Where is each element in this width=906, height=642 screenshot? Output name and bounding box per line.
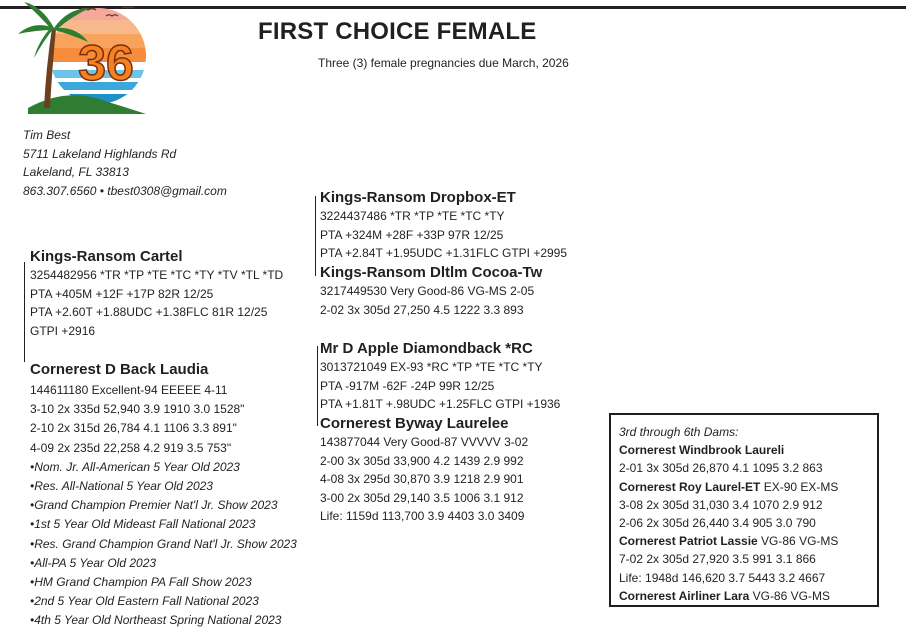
pedigree-bar-top <box>315 196 316 276</box>
sire-line: PTA +2.60T +1.88UDC +1.38FLC 81R 12/25 <box>30 305 268 319</box>
dam-award: •All-PA 5 Year Old 2023 <box>30 555 157 570</box>
maternal-grandsire-line: PTA +1.81T +.98UDC +1.25FLC GTPI +1936 <box>320 397 561 411</box>
dam-award: •4th 5 Year Old Northeast Spring National 2023 <box>30 613 282 628</box>
paternal-granddam-block <box>320 264 542 319</box>
contact-address: 5711 Lakeland Highlands Rd <box>23 146 177 161</box>
contact-city: Lakeland, FL 33813 <box>23 165 129 179</box>
dam-award: •Grand Champion Premier Nat'l Jr. Show 2023 <box>30 498 278 513</box>
page-title: FIRST CHOICE FEMALE <box>258 18 537 45</box>
maternal-granddam-line: 3-00 2x 305d 29,140 3.5 1006 3.1 912 <box>320 490 524 505</box>
maternal-grandsire-line: 3013721049 EX-93 *RC *TP *TE *TC *TY <box>320 360 543 374</box>
dam-line: 3-10 2x 335d 52,940 3.9 1910 3.0 1528" <box>30 402 245 417</box>
pedigree-bar-bottom <box>317 346 318 426</box>
dam4-class: EX-90 EX-MS <box>760 479 839 494</box>
maternal-grandsire-block <box>320 340 560 414</box>
dam-award: •2nd 5 Year Old Eastern Fall National 2023 <box>30 594 259 609</box>
dam3-line: 2-01 3x 305d 26,870 4.1 1095 3.2 863 <box>619 461 823 476</box>
dam-block <box>30 361 297 631</box>
logo-number: 36 <box>78 35 134 91</box>
paternal-granddam-line: 3217449530 Very Good-86 VG-MS 2-05 <box>320 284 535 298</box>
contact-block <box>23 126 227 200</box>
dam-award: •HM Grand Champion PA Fall Show 2023 <box>30 575 252 590</box>
dam-award: •Res. All-National 5 Year Old 2023 <box>30 479 213 494</box>
dam5-line: 7-02 2x 305d 27,920 3.5 991 3.1 866 <box>619 552 816 567</box>
dam-line: 144611180 Excellent-94 EEEEE 4-11 <box>30 383 228 397</box>
sire-line: GTPI +2916 <box>30 323 96 338</box>
sunset-palm-logo <box>10 0 170 122</box>
dam5-line: Life: 1948d 146,620 3.7 5443 3.2 4667 <box>619 570 826 585</box>
dams-heading: 3rd through 6th Dams: <box>619 425 739 439</box>
maternal-granddam-line: 2-00 3x 305d 33,900 4.2 1439 2.9 992 <box>320 453 524 468</box>
dam-award: •1st 5 Year Old Mideast Fall National 2023 <box>30 517 256 532</box>
paternal-grandsire-name: Kings-Ransom Dropbox-ET <box>320 189 516 206</box>
dam6-class: VG-86 VG-MS <box>749 588 830 603</box>
paternal-grandsire-line: PTA +324M +28F +33P 97R 12/25 <box>320 227 504 242</box>
page-subtitle: Three (3) female pregnancies due March, 2026 <box>318 56 569 70</box>
dam6-name: Cornerest Airliner Lara <box>619 588 750 603</box>
dam4-name: Cornerest Roy Laurel-ET <box>619 479 761 494</box>
maternal-granddam-block <box>320 415 528 526</box>
maternal-grandsire-line: PTA -917M -62F -24P 99R 12/25 <box>320 378 495 393</box>
maternal-granddam-line: 143877044 Very Good-87 VVVVV 3-02 <box>320 435 529 449</box>
pedigree-bar-left <box>24 262 25 362</box>
dam-name: Cornerest D Back Laudia <box>30 361 209 378</box>
sire-block <box>30 248 283 340</box>
dam4-line: 3-08 2x 305d 31,030 3.4 1070 2.9 912 <box>619 497 823 512</box>
dam-line: 2-10 2x 315d 26,784 4.1 1106 3.3 891" <box>30 421 237 436</box>
contact-name: Tim Best <box>23 128 71 142</box>
sire-line: PTA +405M +12F +17P 82R 12/25 <box>30 286 214 301</box>
sire-line: 3254482956 *TR *TP *TE *TC *TY *TV *TL *TD <box>30 268 284 282</box>
paternal-grandsire-line: 3224437486 *TR *TP *TE *TC *TY <box>320 209 505 223</box>
dam5-class: VG-86 VG-MS <box>757 534 839 549</box>
dam-line: 4-09 2x 235d 22,258 4.2 919 3.5 753" <box>30 440 232 455</box>
dam3-name: Cornerest Windbrook Laureli <box>619 443 785 458</box>
dam-award: •Nom. Jr. All-American 5 Year Old 2023 <box>30 459 240 474</box>
dam5-name: Cornerest Patriot Lassie <box>619 534 758 549</box>
maternal-granddam-name: Cornerest Byway Laurelee <box>320 415 509 432</box>
dam-award: •Res. Grand Champion Grand Nat'l Jr. Show 2023 <box>30 536 297 551</box>
paternal-grandsire-block <box>320 189 567 263</box>
maternal-grandsire-name: Mr D Apple Diamondback *RC <box>320 340 533 357</box>
paternal-grandsire-line: PTA +2.84T +1.95UDC +1.31FLC GTPI +2995 <box>320 246 568 260</box>
dam4-line: 2-06 2x 305d 26,440 3.4 905 3.0 790 <box>619 516 816 531</box>
paternal-granddam-name: Kings-Ransom Dltlm Cocoa-Tw <box>320 264 543 281</box>
dams-box <box>609 413 879 607</box>
sire-name: Kings-Ransom Cartel <box>30 248 183 265</box>
paternal-granddam-line: 2-02 3x 305d 27,250 4.5 1222 3.3 893 <box>320 302 524 317</box>
maternal-granddam-line: Life: 1159d 113,700 3.9 4403 3.0 3409 <box>320 509 525 523</box>
contact-phone-email: 863.307.6560 • tbest0308@gmail.com <box>23 183 227 198</box>
maternal-granddam-line: 4-08 3x 295d 30,870 3.9 1218 2.9 901 <box>320 472 524 486</box>
